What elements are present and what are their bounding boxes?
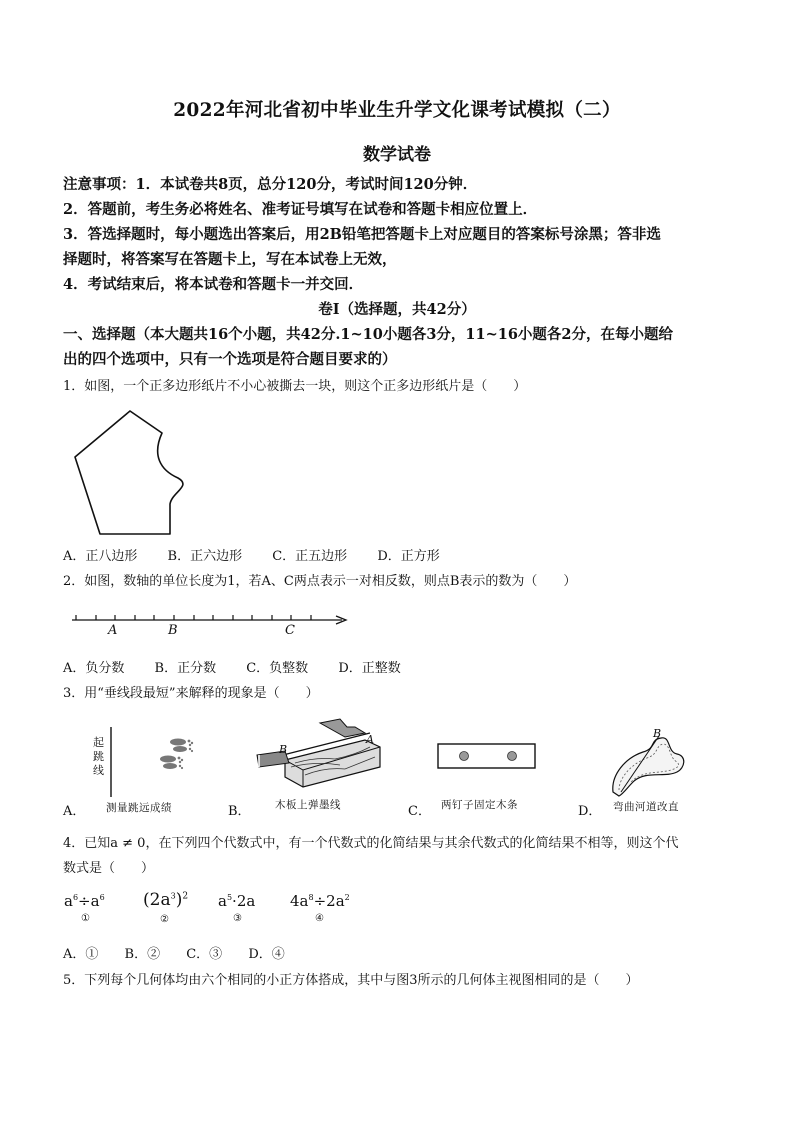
question-5-text: 5．下列每个几何体均由六个相同的小正方体搭成，其中与图3所示的几何体主视图相同的是（ ） [63,973,639,988]
q4-option-a[interactable]: A．① [63,947,99,962]
q2-option-b[interactable]: B．正分数 [154,661,217,676]
expression-3: $a^5\cdot 2a$ ③ [218,892,256,924]
q3-option-c-letter[interactable]: C． [408,804,431,819]
q2-option-c[interactable]: C．负整数 [246,661,309,676]
board-point-b: B [279,743,288,756]
q3-option-d-caption: 弯曲河道改直 [613,801,679,813]
board-point-a: A [366,733,374,746]
number-line-label-c: C [285,623,295,638]
note-line-5: 4．考试结束后，将本试卷和答题卡一并交回． [63,276,364,293]
q1-option-a[interactable]: A．正八边形 [63,549,138,564]
q4-option-b[interactable]: B．② [124,947,161,962]
q4-option-d[interactable]: D．④ [248,947,285,962]
q3-option-d-letter[interactable]: D． [578,804,602,819]
section-instructions-1: 一、选择题（本大题共16个小题，共42分.1~10小题各3分，11~16小题各2分，在每小题给 [63,326,674,343]
question-4-text-line-2: 数式是（ ） [63,861,155,876]
note-line-1: 注意事项：1．本试卷共8页，总分120分，考试时间120分钟． [63,176,478,193]
section-heading: 卷Ⅰ（选择题，共42分） [318,301,476,318]
river-point-b: B [653,727,662,740]
q3-option-c-caption: 两钉子固定木条 [441,799,518,811]
expression-1: $a^6\div a^6$ ① [64,892,105,924]
q3-option-a-caption: 测量跳远成绩 [106,802,172,814]
exam-subtitle: 数学试卷 [363,145,431,165]
question-2-options [63,657,427,676]
number-line-label-b: B [168,623,178,638]
q3-option-b-letter[interactable]: B． [228,804,251,819]
q1-option-b[interactable]: B．正六边形 [167,549,243,564]
q4-option-c[interactable]: C．③ [186,947,223,962]
exam-title: 2022年河北省初中毕业生升学文化课考试模拟（二） [173,100,621,121]
q3-option-a-letter[interactable]: A． [63,804,86,819]
question-1-options [63,545,466,564]
q3-option-b-caption: 木板上弹墨线 [275,799,341,811]
section-instructions-2: 出的四个选项中，只有一个选项是符合题目要求的） [63,351,397,368]
long-jump-figure [108,722,208,802]
note-line-3: 3．答选择题时，每小题选出答案后，用2B铅笔把答题卡上对应题目的答案标号涂黑；答非选 [63,226,661,243]
question-1-text: 1．如图，一个正多边形纸片不小心被撕去一块，则这个正多边形纸片是（ ） [63,379,527,394]
torn-polygon-figure [60,400,200,540]
note-line-4: 择题时，将答案写在答题卡上，写在本试卷上无效， [63,251,397,268]
number-line-label-a: A [108,623,118,638]
start-line-label: 起 跳 线 [93,736,105,777]
q1-option-d[interactable]: D．正方形 [377,549,440,564]
expression-2: $(2a^3)^2$ ② [143,890,189,925]
note-line-2: 2．答题前，考生务必将姓名、准考证号填写在试卷和答题卡相应位置上． [63,201,538,218]
nailed-strip-figure [437,742,537,772]
river-figure [605,730,695,800]
q2-option-d[interactable]: D．正整数 [338,661,401,676]
q2-option-a[interactable]: A．负分数 [63,661,125,676]
question-2-text: 2．如图，数轴的单位长度为1，若A、C两点表示一对相反数，则点B表示的数为（ ） [63,574,577,589]
question-3-text: 3．用“垂线段最短”来解释的现象是（ ） [63,686,319,701]
q1-option-c[interactable]: C．正五边形 [272,549,348,564]
question-4-text-line-1: 4．已知a ≠ 0，在下列四个代数式中，有一个代数式的化简结果与其余代数式的化简结果不相等，则这个代 [63,836,679,851]
ink-line-board-figure [245,715,385,795]
question-4-options [63,943,307,962]
expression-4: $4a^8\div 2a^2$ ④ [290,892,350,924]
